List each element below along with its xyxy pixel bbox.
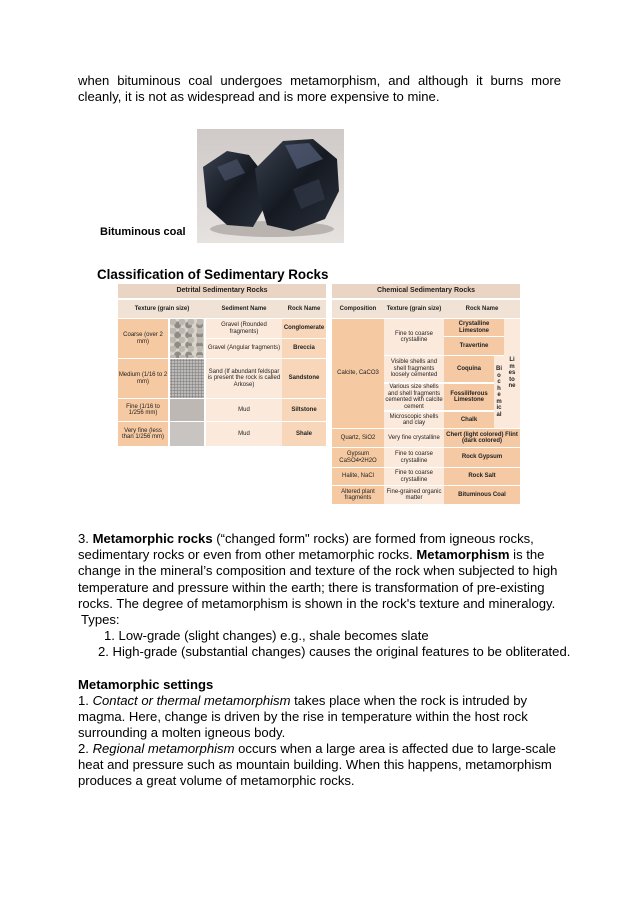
metamorphic-line-4: temperature and pressure within the earth; there is transformation of pre-existing: [78, 580, 545, 595]
mud-fine: Mud: [206, 399, 282, 421]
tex-very-fine: Very fine crystalline: [384, 429, 444, 447]
chemical-col-texture: Texture (grain size): [384, 300, 444, 318]
tex-various-shells: Various size shells and shell fragments cemented with calcite cement: [385, 384, 443, 410]
gravel-swatch: [170, 319, 204, 358]
metamorphic-line-2-end: is the: [509, 547, 545, 562]
detrital-col-sediment: Sediment Name: [206, 300, 282, 318]
clay-swatch: [170, 422, 204, 446]
settings-line-3: surrounding a molten igneous body.: [78, 725, 286, 740]
rock-coquina: Coquina: [444, 356, 494, 383]
metamorphic-line-2: [78, 547, 544, 563]
gravel-rounded: Gravel (Rounded fragments): [206, 319, 282, 339]
chemical-col-composition: Composition: [332, 300, 384, 318]
metamorphic-line-5: rocks. The degree of metamorphism is shown in the rock's texture and mineralogy.: [78, 596, 556, 611]
metamorphic-number: 3.: [78, 531, 89, 546]
settings-line-2: magma. Here, change is driven by the rise in temperature within the host rock: [78, 709, 528, 724]
gravel-angular: Gravel (Angular fragments): [206, 339, 282, 358]
comp-quartz: Quartz, SiO2: [332, 429, 384, 447]
silt-swatch: [170, 399, 204, 421]
label-biochemical: Biochemical: [494, 356, 504, 428]
rock-siltstone: Siltstone: [282, 399, 326, 421]
tex-fine-coarse: Fine to coarse crystalline: [384, 319, 444, 355]
settings-line-1: [78, 693, 527, 709]
texture-coarse: Coarse (over 2 mm): [118, 319, 168, 358]
rock-chalk: Chalk: [444, 412, 494, 428]
rock-sandstone: Sandstone: [282, 359, 326, 398]
tex-visible-shells: Visible shells and shell fragments loosely cemented: [384, 356, 444, 383]
metamorphic-line-2-text: sedimentary rocks or even from other metamorphic rocks.: [78, 547, 413, 562]
comp-calcite: Calcite, CaCO3: [332, 319, 384, 428]
rock-breccia: Breccia: [282, 339, 326, 358]
texture-very-fine: Very fine (less than 1/256 mm): [118, 422, 168, 446]
types-label: Types:: [81, 612, 120, 627]
detrital-col-rock: Rock Name: [282, 300, 326, 318]
detrital-col-texture: Texture (grain size): [118, 300, 206, 318]
settings-line-5: heat and pressure such as mountain building. When this happens, metamorphism: [78, 757, 552, 772]
rock-crystalline-limestone: Crystalline Limestone: [444, 319, 504, 337]
settings-1-number: 1.: [78, 693, 89, 708]
classification-table: [116, 282, 522, 504]
metamorphic-line-1-text: (“changed form" rocks) are formed from igneous rocks,: [212, 531, 534, 546]
rock-bituminous-coal: Bituminous Coal: [444, 486, 520, 504]
metamorphic-line-1: [78, 531, 534, 547]
settings-line-6: produces a great volume of metamorphic rocks.: [78, 773, 355, 788]
bituminous-coal-photo: [197, 129, 344, 243]
metamorphism-term: Metamorphism: [416, 547, 510, 562]
settings-title: Metamorphic settings: [78, 677, 214, 692]
sand-sediment: Sand (If abundant feldspar is present the rock is called Arkose): [206, 359, 282, 398]
rock-chert: Chert (light colored) Flint (dark colored): [444, 429, 520, 447]
settings-2-number: 2.: [78, 741, 89, 756]
regional-metamorphism-term: Regional metamorphism: [92, 741, 235, 756]
type-high-grade: 2. High-grade (substantial changes) causes the original features to be obliterated.: [98, 644, 571, 659]
settings-line-1-text: takes place when the rock is intruded by: [290, 693, 528, 708]
tex-halite: Fine to coarse crystalline: [384, 468, 444, 485]
rock-travertine: Travertine: [444, 337, 504, 355]
tex-gypsum: Fine to coarse crystalline: [384, 448, 444, 467]
classification-title: Classification of Sedimentary Rocks: [97, 267, 329, 282]
rock-shale: Shale: [282, 422, 326, 446]
texture-medium: Medium (1/16 to 2 mm): [118, 359, 168, 398]
intro-line-1: when bituminous coal undergoes metamorphism, and although it burns more: [78, 73, 561, 88]
chemical-col-rock: Rock Name: [444, 300, 520, 318]
tex-organic: Fine-grained organic matter: [384, 486, 444, 504]
detrital-header: Detrital Sedimentary Rocks: [118, 284, 326, 298]
tex-microscopic: Microscopic shells and clay: [384, 412, 444, 428]
photo-caption: Bituminous coal: [100, 226, 186, 238]
settings-line-4-text: occurs when a large area is affected due to large-scale: [234, 741, 556, 756]
rock-conglomerate: Conglomerate: [282, 319, 326, 339]
metamorphic-line-3: change in the mineral’s composition and texture of the rock when subjected to high: [78, 563, 558, 578]
comp-halite: Halite, NaCl: [332, 468, 384, 485]
type-low-grade: 1. Low-grade (slight changes) e.g., shale becomes slate: [104, 628, 429, 643]
settings-line-4: [78, 741, 556, 757]
comp-plant: Altered plant fragments: [332, 486, 384, 504]
contact-metamorphism-term: Contact or thermal metamorphism: [92, 693, 291, 708]
chemical-header: Chemical Sedimentary Rocks: [332, 284, 520, 298]
sand-swatch: [170, 359, 204, 398]
intro-line-2: cleanly, it is not as widespread and is more expensive to mine.: [78, 89, 440, 104]
label-limestone: Limestone: [504, 319, 520, 428]
mud-very-fine: Mud: [206, 422, 282, 446]
rock-fossiliferous: Fossiliferous Limestone: [444, 384, 494, 411]
texture-fine: Fine (1/16 to 1/256 mm): [118, 399, 168, 421]
metamorphic-rocks-term: Metamorphic rocks: [92, 531, 213, 546]
comp-gypsum: Gypsum CaSO4•2H2O: [332, 448, 384, 467]
rock-salt: Rock Salt: [444, 468, 520, 485]
rock-gypsum: Rock Gypsum: [444, 448, 520, 467]
